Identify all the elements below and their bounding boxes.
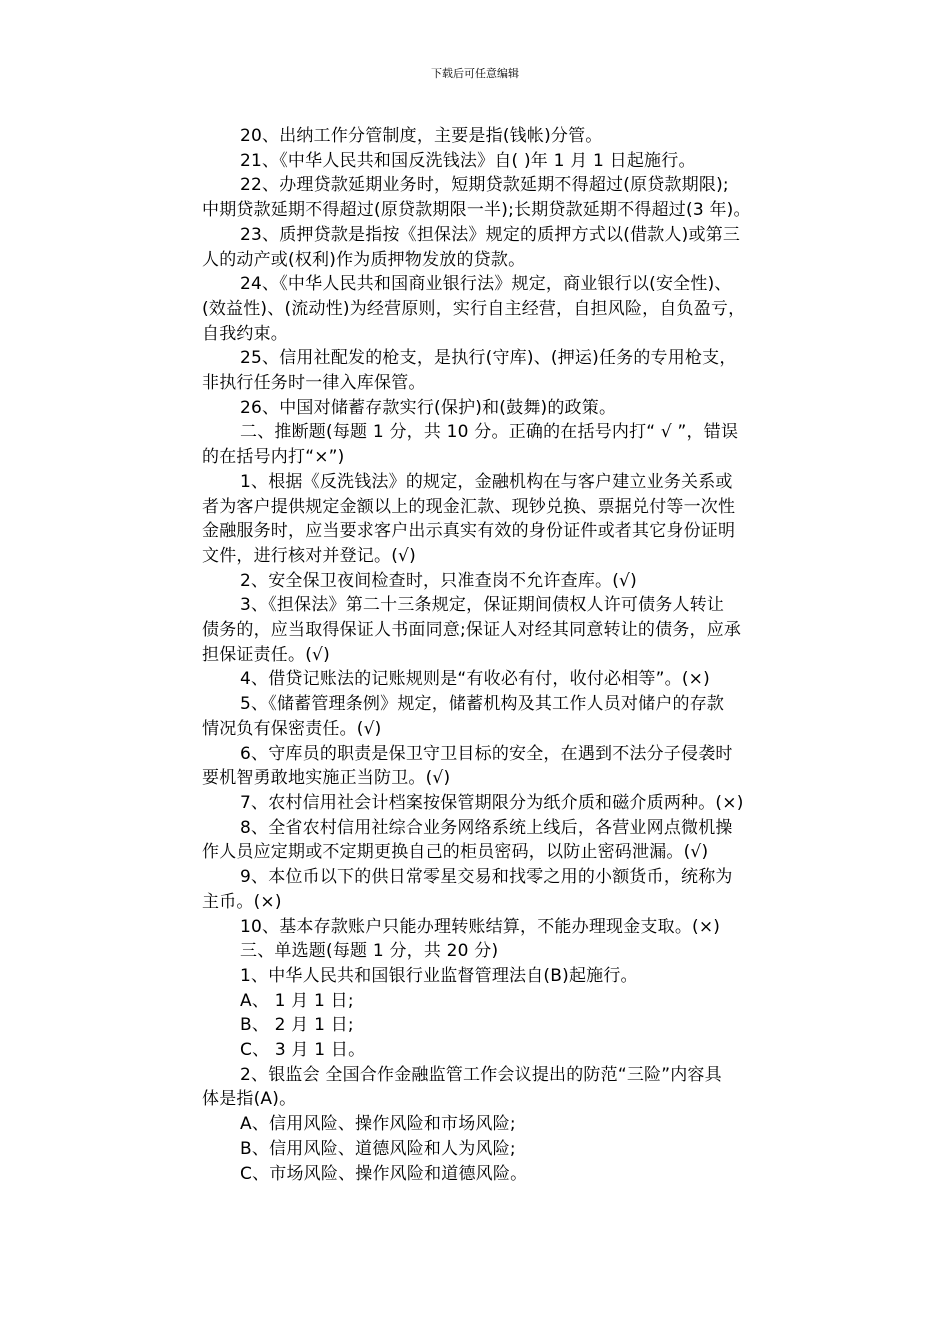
paragraph bbox=[202, 989, 817, 1014]
paragraph-line: 3、《担保法》第二十三条规定，保证期间债权人许可债务人转让 bbox=[240, 595, 725, 616]
paragraph bbox=[202, 915, 817, 940]
paragraph-line: B、 2 月 1 日; bbox=[240, 1015, 354, 1036]
paragraph-line: 情况负有保密责任。(√) bbox=[202, 718, 382, 739]
paragraph-line: A、 1 月 1 日; bbox=[240, 990, 354, 1011]
paragraph bbox=[202, 1013, 817, 1038]
paragraph bbox=[202, 742, 817, 791]
paragraph bbox=[202, 569, 817, 594]
paragraph bbox=[202, 124, 817, 149]
paragraph-line: 1、中华人民共和国银行业监督管理法自(B)起施行。 bbox=[240, 965, 638, 986]
paragraph-line: 4、借贷记账法的记账规则是“有收必有付，收付必相等”。(×) bbox=[240, 669, 710, 690]
paragraph bbox=[202, 1112, 817, 1137]
paragraph bbox=[202, 1038, 817, 1063]
paragraph-line: C、市场风险、操作风险和道德风险。 bbox=[240, 1163, 528, 1184]
paragraph-line: 主币。(×) bbox=[202, 891, 282, 912]
paragraph-line: 担保证责任。(√) bbox=[202, 644, 330, 665]
paragraph-line: 中期贷款延期不得超过(原贷款期限一半);长期贷款延期不得超过(3 年)。 bbox=[202, 200, 751, 221]
paragraph bbox=[202, 223, 817, 272]
paragraph bbox=[202, 149, 817, 174]
paragraph-line: 二、推断题(每题 1 分，共 10 分。正确的在括号内打“ √ ”，错误 bbox=[240, 422, 739, 443]
paragraph-line: 作人员应定期或不定期更换自己的柜员密码，以防止密码泄漏。(√) bbox=[202, 842, 709, 863]
paragraph bbox=[202, 692, 817, 741]
paragraph-line: 6、守库员的职责是保卫守卫目标的安全，在遇到不法分子侵袭时 bbox=[240, 743, 733, 764]
paragraph-line: 25、信用社配发的枪支，是执行(守库)、(押运)任务的专用枪支， bbox=[240, 348, 737, 369]
paragraph-line: 2、银监会 全国合作金融监管工作会议提出的防范“三险”内容具 bbox=[240, 1064, 722, 1085]
paragraph-line: 2、安全保卫夜间检查时，只准查岗不允许查库。(√) bbox=[240, 570, 637, 591]
paragraph-line: 21、《中华人民共和国反洗钱法》自( )年 1 月 1 日起施行。 bbox=[240, 150, 696, 171]
paragraph-line: 要机智勇敢地实施正当防卫。(√) bbox=[202, 768, 451, 789]
paragraph bbox=[202, 593, 817, 667]
paragraph-line: 金融服务时，应当要求客户出示真实有效的身份证件或者其它身份证明 bbox=[202, 521, 736, 542]
paragraph bbox=[202, 420, 817, 469]
paragraph bbox=[202, 1063, 817, 1112]
paragraph-line: 7、农村信用社会计档案按保管期限分为纸介质和磁介质两种。(×) bbox=[240, 792, 744, 813]
paragraph bbox=[202, 939, 817, 964]
paragraph bbox=[202, 1137, 817, 1162]
paragraph bbox=[202, 272, 817, 346]
paragraph-line: 文件，进行核对并登记。(√) bbox=[202, 545, 416, 566]
paragraph-line: 债务的，应当取得保证人书面同意;保证人对经其同意转让的债务，应承 bbox=[202, 620, 742, 641]
paragraph-line: A、信用风险、操作风险和市场风险; bbox=[240, 1114, 516, 1135]
paragraph-line: 非执行任务时一律入库保管。 bbox=[202, 373, 426, 394]
paragraph-line: 20、出纳工作分管制度，主要是指(钱帐)分管。 bbox=[240, 126, 603, 146]
paragraph-line: C、 3 月 1 日。 bbox=[240, 1040, 366, 1061]
page-header: 下载后可任意编辑 bbox=[431, 67, 519, 80]
paragraph-line: 人的动产或(权利)作为质押物发放的贷款。 bbox=[202, 249, 526, 270]
paragraph-line: 体是指(A)。 bbox=[202, 1089, 297, 1110]
paragraph-line: 8、全省农村信用社综合业务网络系统上线后，各营业网点微机操 bbox=[240, 817, 733, 838]
paragraph bbox=[202, 346, 817, 395]
paragraph-line: 9、本位币以下的供日常零星交易和找零之用的小额货币，统称为 bbox=[240, 867, 733, 888]
paragraph-line: 三、单选题(每题 1 分，共 20 分) bbox=[240, 941, 499, 962]
paragraph bbox=[202, 470, 817, 569]
paragraph bbox=[202, 667, 817, 692]
paragraph bbox=[202, 173, 817, 222]
paragraph bbox=[202, 964, 817, 989]
paragraph bbox=[202, 816, 817, 865]
paragraph bbox=[202, 791, 817, 816]
paragraph-line: 者为客户提供规定金额以上的现金汇款、现钞兑换、票据兑付等一次性 bbox=[202, 496, 736, 517]
paragraph-line: 10、基本存款账户只能办理转账结算，不能办理现金支取。(×) bbox=[240, 916, 721, 937]
document-body bbox=[202, 124, 817, 1186]
paragraph-line: 22、办理贷款延期业务时，短期贷款延期不得超过(原贷款期限); bbox=[240, 175, 729, 196]
paragraph-line: (效益性)、(流动性)为经营原则，实行自主经营，自担风险，自负盈亏， bbox=[202, 298, 746, 319]
paragraph-line: 24、《中华人民共和国商业银行法》规定，商业银行以(安全性)、 bbox=[240, 274, 732, 295]
paragraph-line: 自我约束。 bbox=[202, 323, 288, 344]
paragraph-line: B、信用风险、道德风险和人为风险; bbox=[240, 1138, 516, 1159]
paragraph-line: 5、《储蓄管理条例》规定，储蓄机构及其工作人员对储户的存款 bbox=[240, 694, 725, 715]
paragraph bbox=[202, 396, 817, 421]
paragraph bbox=[202, 1162, 817, 1187]
paragraph-line: 1、根据《反洗钱法》的规定，金融机构在与客户建立业务关系或 bbox=[240, 471, 733, 492]
paragraph bbox=[202, 865, 817, 914]
paragraph-line: 的在括号内打“×”) bbox=[202, 447, 345, 468]
paragraph-line: 23、质押贷款是指按《担保法》规定的质押方式以(借款人)或第三 bbox=[240, 224, 741, 245]
paragraph-line: 26、中国对储蓄存款实行(保护)和(鼓舞)的政策。 bbox=[240, 397, 617, 418]
